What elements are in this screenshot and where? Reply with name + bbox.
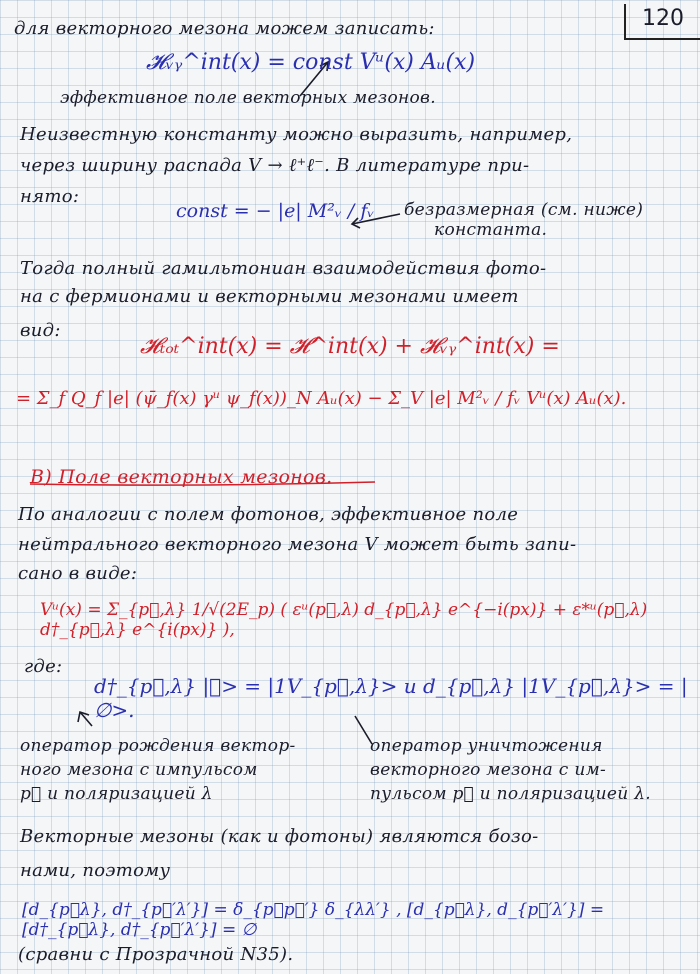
formula-vector-field-expansion: Vᵘ(x) = Σ_{p⃗,λ} 1/√(2E_p) ( εᵘ(p⃗,λ) d_{p⃗,λ} e^{−i(px)} + ε*ᵘ(p⃗,λ) d†_{p⃗,λ} e^{i(px)} ),	[40, 600, 648, 640]
text-line: где:	[24, 656, 63, 677]
text-line: векторного мезона с им-	[370, 760, 607, 780]
text-line: нейтрального векторного мезона V может быть запи-	[18, 534, 577, 555]
text-line: ного мезона с импульсом	[20, 760, 258, 780]
text-line: оператор рождения вектор-	[20, 736, 296, 756]
text-line: Неизвестную константу можно выразить, например,	[20, 124, 573, 145]
text-line: эффективное поле векторных мезонов.	[60, 88, 436, 108]
text-line: По аналогии с полем фотонов, эффективное поле	[18, 504, 519, 525]
formula-vector-hamiltonian: 𝓗ᵥᵧ^int(x) = const Vᵘ(x) Aᵤ(x)	[146, 50, 476, 75]
formula-commutators: [d_{p⃗λ}, d†_{p⃗′λ′}] = δ_{p⃗p⃗′} δ_{λλ′} , [d_{p⃗λ}, d_{p⃗′λ′}] = [d†_{p⃗λ}, d†_{p⃗′λ′}] = ∅	[22, 900, 605, 940]
text-line: безразмерная (см. ниже)	[404, 200, 644, 220]
text-line: Векторные мезоны (как и фотоны) являются бозо-	[20, 826, 539, 847]
page-number: 120	[642, 6, 684, 31]
formula-constant: const = − |e| M²ᵥ / fᵥ	[176, 200, 375, 222]
text-line: константа.	[434, 220, 548, 240]
text-line: оператор уничтожения	[370, 736, 603, 756]
text-line: нами, поэтому	[20, 860, 171, 881]
text-line: (сравни с Прозрачной N35).	[18, 944, 294, 965]
text-line: на с фермионами и векторными мезонами имеет	[20, 286, 519, 307]
formula-total-hamiltonian: 𝓗ₜₒₜ^int(x) = 𝓗^int(x) + 𝓗ᵥᵧ^int(x) =	[140, 334, 560, 359]
text-line: нято:	[20, 186, 80, 207]
text-line: p⃗ и поляризацией λ	[20, 784, 213, 804]
formula-operator-action: d†_{p⃗,λ} |∅> = |1V_{p⃗,λ}> и d_{p⃗,λ} |1V_{p⃗,λ}> = |∅>.	[94, 674, 688, 722]
text-line: для векторного мезона можем записать:	[14, 18, 435, 39]
text-line: Тогда полный гамильтониан взаимодействия фото-	[20, 258, 547, 279]
text-line: вид:	[20, 320, 61, 341]
section-heading: B) Поле векторных мезонов.	[30, 466, 333, 488]
text-line: через ширину распада V → ℓ⁺ℓ⁻. В литературе при-	[20, 155, 530, 176]
formula-total-hamiltonian-expanded: = Σ_f Q_f |e| (ψ̄_f(x) γᵘ ψ_f(x))_N Aᵤ(x) − Σ_V |e| M²ᵥ / fᵥ Vᵘ(x) Aᵤ(x).	[16, 388, 627, 409]
text-line: пульсом p⃗ и поляризацией λ.	[370, 784, 651, 804]
text-line: сано в виде:	[18, 563, 138, 584]
